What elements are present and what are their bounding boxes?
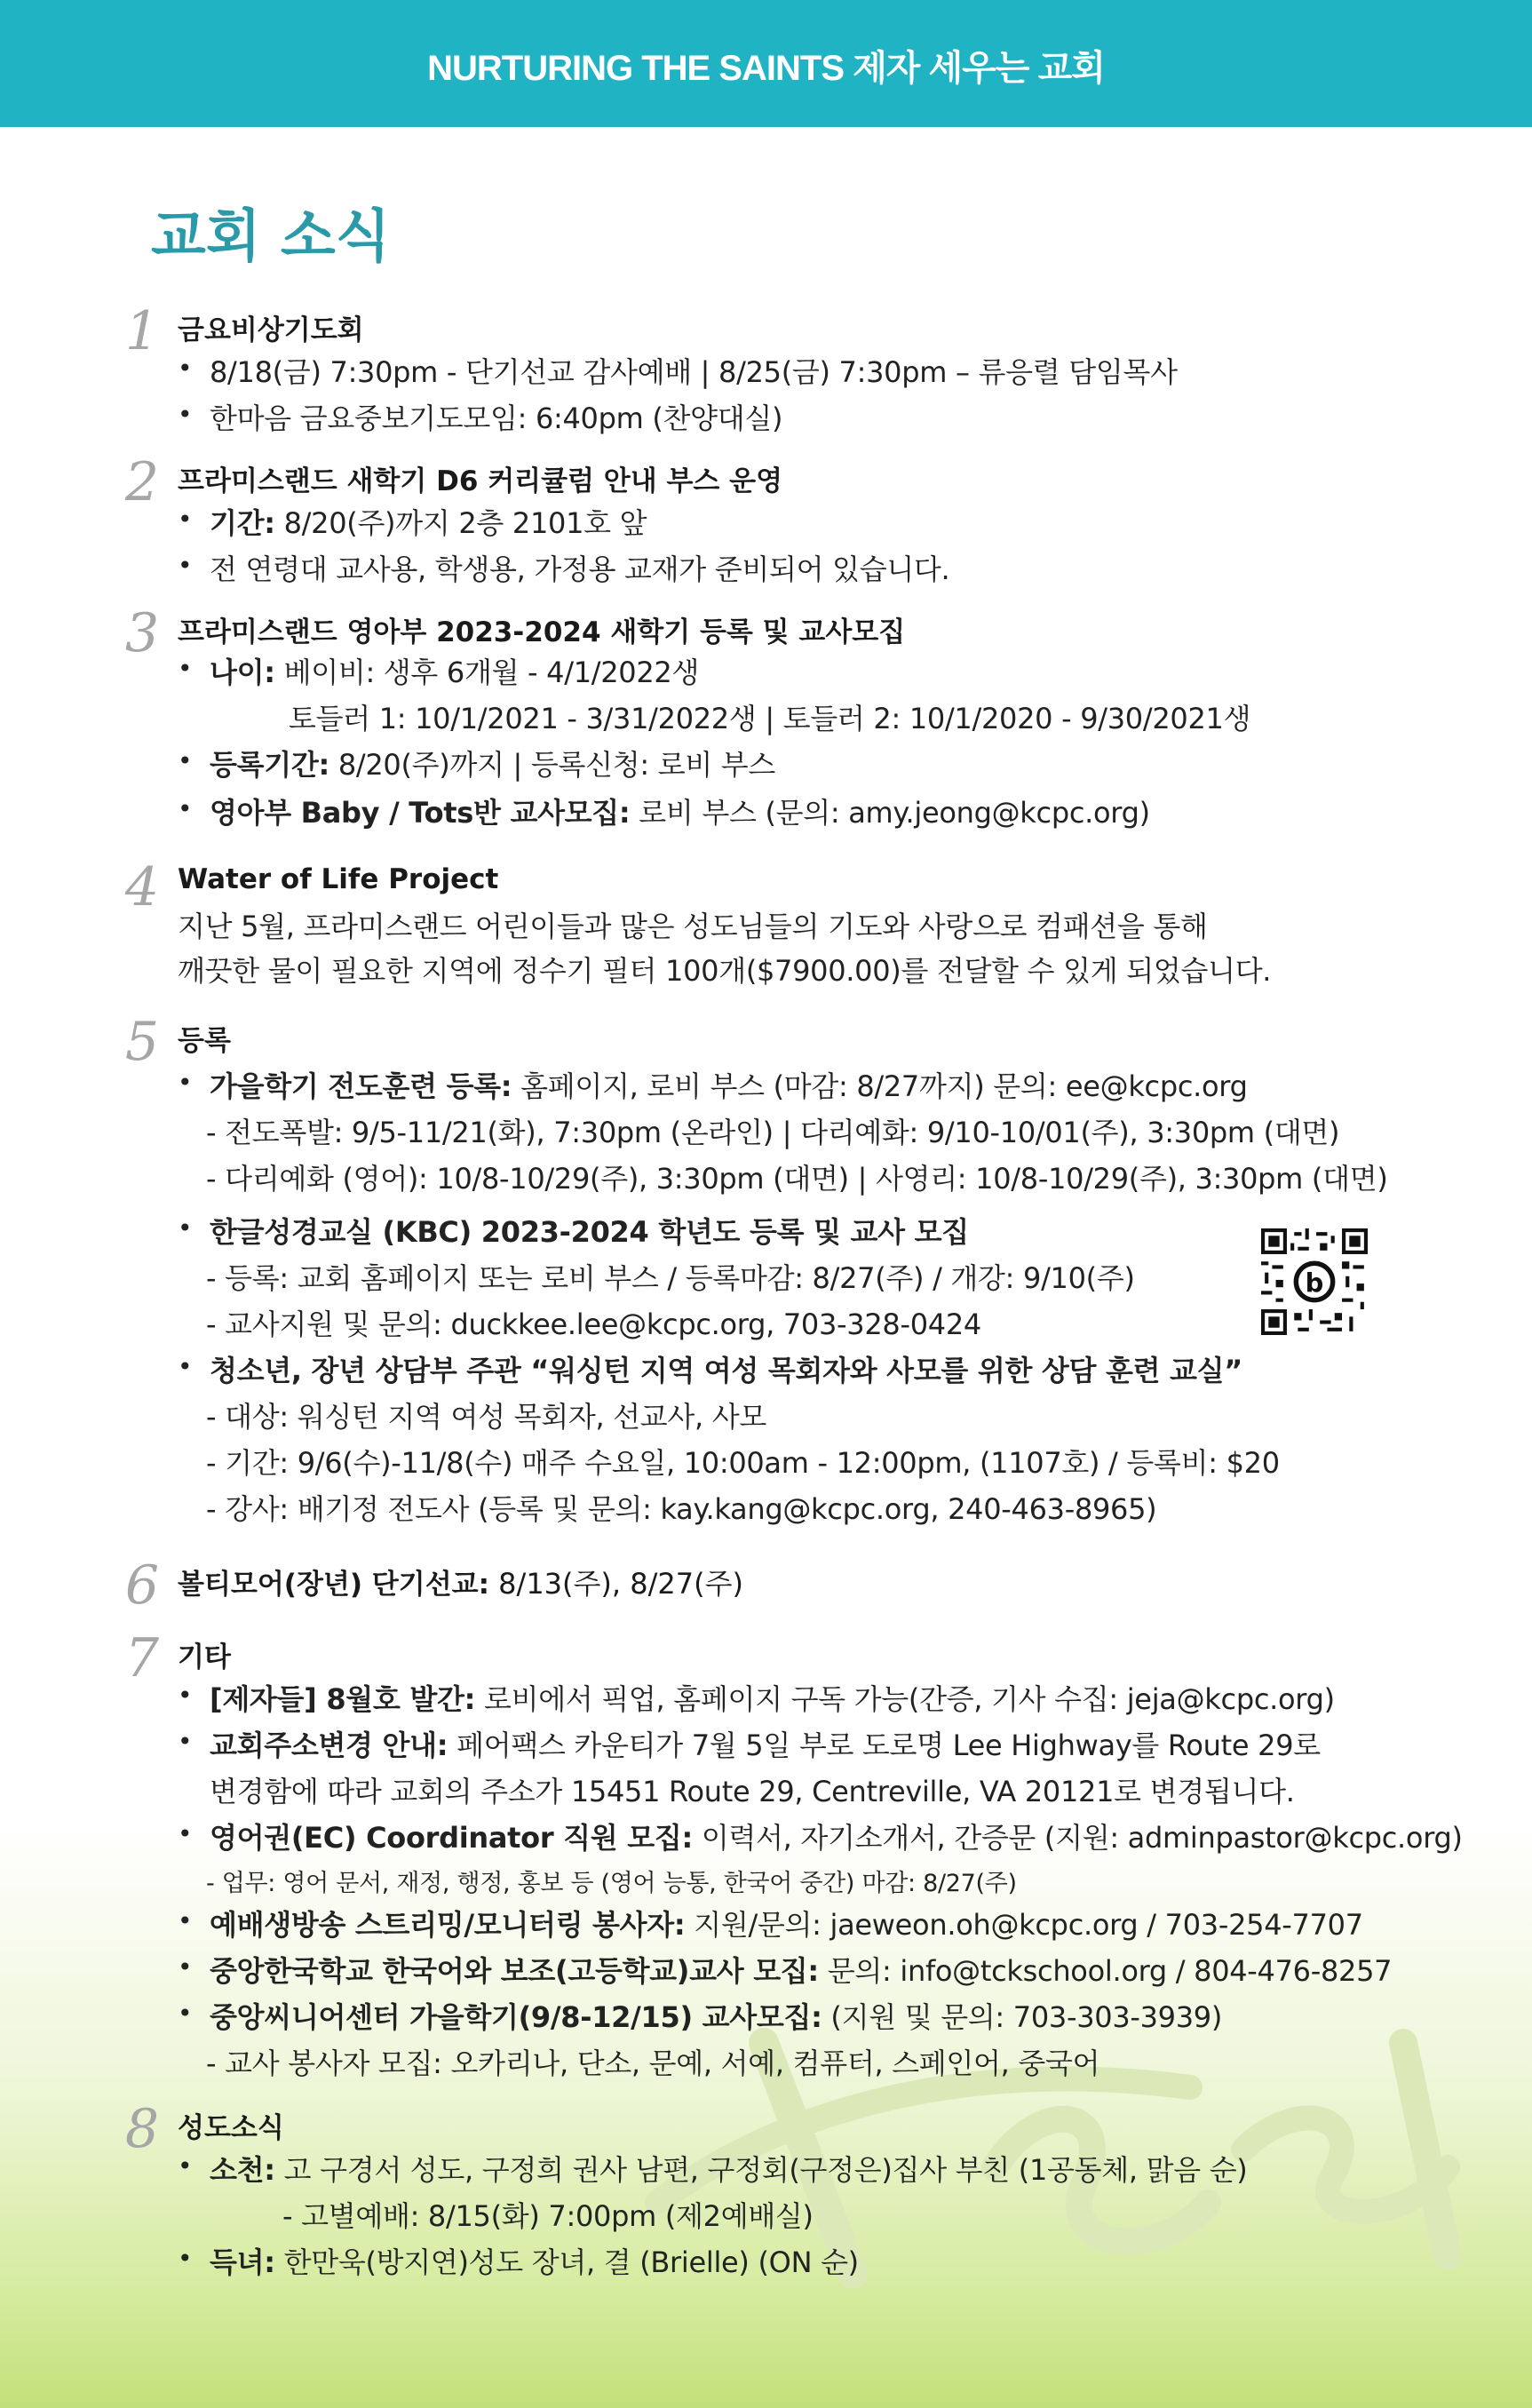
item-text: 페어팩스 카운티가 7월 5일 부로 도로명 Lee Highway를 Route 29로 bbox=[448, 1729, 1321, 1762]
item-label: 중앙한국학교 한국어와 보조(고등학교)교사 모집: bbox=[210, 1954, 819, 1988]
bullet-icon: • bbox=[178, 746, 193, 775]
sub-item: - 대상: 워싱턴 지역 여성 목회자, 선교사, 사모 bbox=[206, 1400, 766, 1434]
item-label: [제자들] 8월호 발간: bbox=[210, 1682, 476, 1716]
section-number: 2 bbox=[124, 451, 160, 513]
list-item: 8/18(금) 7:30pm - 단기선교 감사예배 | 8/25(금) 7:30pm – 류응렬 담임목사 bbox=[210, 355, 1178, 389]
item-text: 8/20(주)까지 | 등록신청: 로비 부스 bbox=[329, 748, 776, 782]
item-text: 로비 부스 (문의: amy.jeong@kcpc.org) bbox=[630, 796, 1150, 830]
section-title: 볼티모어(장년) 단기선교: 8/13(주), 8/27(주) bbox=[178, 1567, 743, 1601]
item-label: 청소년, 장년 상담부 주관 “워싱턴 지역 여성 목회자와 사모를 위한 상담 훈련 교실” bbox=[210, 1354, 1242, 1387]
section-number: 3 bbox=[124, 602, 160, 664]
bullet-icon: • bbox=[178, 354, 193, 383]
list-item bbox=[210, 501, 647, 542]
list-item bbox=[210, 650, 699, 691]
bullet-icon: • bbox=[178, 1352, 193, 1381]
section-number: 1 bbox=[124, 300, 160, 362]
item-label: 기간: bbox=[210, 506, 275, 540]
item-label: 한글성경교실 (KBC) 2023-2024 학년도 등록 및 교사 모집 bbox=[210, 1215, 969, 1249]
bullet-icon: • bbox=[178, 1999, 193, 2028]
item-label: 등록기간: bbox=[210, 748, 329, 782]
item-label: 득녀: bbox=[210, 2245, 275, 2279]
sub-item: - 업무: 영어 문서, 재정, 행정, 홍보 등 (영어 능통, 한국어 중간) 마감: 8/27(주) bbox=[206, 1870, 1017, 1897]
item-label: 영어권(EC) Coordinator 직원 모집: bbox=[210, 1821, 693, 1855]
paragraph-line: 지난 5월, 프라미스랜드 어린이들과 많은 성도님들의 기도와 사랑으로 컴패션을 통해 bbox=[178, 910, 1208, 943]
section-title: 기타 bbox=[178, 1641, 231, 1673]
item-text: (지원 및 문의: 703-303-3939) bbox=[822, 2000, 1223, 2034]
section-title: 프라미스랜드 영아부 2023-2024 새학기 등록 및 교사모집 bbox=[178, 616, 906, 648]
sub-item: - 강사: 배기정 전도사 (등록 및 문의: kay.kang@kcpc.org, 240-463-8965) bbox=[206, 1492, 1157, 1526]
item-label: 교회주소변경 안내: bbox=[210, 1729, 448, 1762]
bullet-icon: • bbox=[178, 1906, 193, 1935]
svg-text:b: b bbox=[1305, 1268, 1324, 1299]
section-title: 금요비상기도회 bbox=[178, 314, 364, 346]
sub-item: - 다리예화 (영어): 10/8-10/29(주), 3:30pm (대면) | 사영리: 10/8-10/29(주), 3:30pm (대면) bbox=[206, 1162, 1388, 1196]
bullet-icon: • bbox=[178, 794, 193, 823]
section-title: 성도소식 bbox=[178, 2112, 284, 2144]
bullet-icon: • bbox=[178, 1213, 193, 1243]
section-number: 4 bbox=[124, 856, 160, 918]
list-item bbox=[210, 1995, 1222, 2036]
item-label: 중앙씨니어센터 가을학기(9/8-12/15) 교사모집: bbox=[210, 2000, 822, 2034]
item-text: 한만욱(방지연)성도 장녀, 결 (Brielle) (ON 순) bbox=[274, 2245, 859, 2279]
list-item bbox=[210, 1816, 1463, 1856]
bullet-icon: • bbox=[178, 505, 193, 534]
list-item bbox=[210, 1210, 969, 1251]
item-text: 이력서, 자기소개서, 간증문 (지원: adminpastor@kcpc.org) bbox=[692, 1821, 1463, 1855]
section-title: Water of Life Project bbox=[178, 863, 499, 895]
section-title: 프라미스랜드 새학기 D6 커리큘럼 안내 부스 운영 bbox=[178, 465, 783, 497]
bullet-icon: • bbox=[178, 1068, 193, 1097]
list-item bbox=[210, 1949, 1392, 1990]
list-item: 한마음 금요중보기도모임: 6:40pm (찬양대실) bbox=[210, 401, 783, 435]
section-number: 5 bbox=[124, 1011, 160, 1073]
qr-code[interactable] bbox=[1261, 1228, 1368, 1335]
item-text: 8/20(주)까지 2층 2101호 앞 bbox=[274, 506, 647, 540]
list-item bbox=[210, 1064, 1248, 1105]
list-item bbox=[210, 2148, 1248, 2189]
item-text: 홈페이지, 로비 부스 (마감: 8/27까지) 문의: ee@kcpc.org bbox=[512, 1069, 1248, 1103]
bullet-icon: • bbox=[178, 1727, 193, 1756]
section-number: 7 bbox=[124, 1627, 160, 1689]
item-text: 지원/문의: jaeweon.oh@kcpc.org / 703-254-7707 bbox=[685, 1908, 1363, 1942]
item-label: 소천: bbox=[210, 2153, 275, 2187]
bullet-icon: • bbox=[178, 1819, 193, 1848]
item-label: 가을학기 전도훈련 등록: bbox=[210, 1069, 512, 1103]
header-banner: NURTURING THE SAINTS 제자 세우는 교회 bbox=[0, 0, 1532, 127]
bullet-icon: • bbox=[178, 2151, 193, 2181]
bullet-icon: • bbox=[178, 2244, 193, 2273]
item-text: 로비에서 픽업, 홈페이지 구독 가능(간증, 기사 수집: jeja@kcpc.org) bbox=[475, 1682, 1335, 1716]
bullet-icon: • bbox=[178, 1681, 193, 1710]
page-title: 교회 소식 bbox=[151, 204, 391, 270]
item-text: 베이비: 생후 6개월 - 4/1/2022생 bbox=[274, 656, 700, 689]
list-item-continuation: 변경함에 따라 교회의 주소가 15451 Route 29, Centreville, VA 20121로 변경됩니다. bbox=[210, 1775, 1295, 1808]
item-label: 나이: bbox=[210, 656, 275, 689]
list-item bbox=[210, 743, 775, 783]
list-item bbox=[210, 1348, 1242, 1389]
item-text: 문의: info@tckschool.org / 804-476-8257 bbox=[818, 1954, 1393, 1988]
paragraph-line: 깨끗한 물이 필요한 지역에 정수기 필터 100개($7900.00)를 전달할 수 있게 되었습니다. bbox=[178, 954, 1272, 988]
list-item bbox=[210, 2240, 859, 2281]
list-item: 전 연령대 교사용, 학생용, 가정용 교재가 준비되어 있습니다. bbox=[210, 552, 950, 586]
list-item bbox=[210, 1677, 1335, 1718]
item-label: 영아부 Baby / Tots반 교사모집: bbox=[210, 796, 631, 830]
item-text: 고 구경서 성도, 구정희 권사 남편, 구정회(구정은)집사 부친 (1공동체, 맑음 순) bbox=[274, 2153, 1248, 2187]
item-label: 예배생방송 스트리밍/모니터링 봉사자: bbox=[210, 1908, 686, 1942]
section-title: 등록 bbox=[178, 1025, 231, 1057]
sub-item: - 교사지원 및 문의: duckkee.lee@kcpc.org, 703-328-0424 bbox=[206, 1307, 981, 1341]
list-item bbox=[210, 1723, 1321, 1764]
sub-item: - 등록: 교회 홈페이지 또는 로비 부스 / 등록마감: 8/27(주) / 개강: 9/10(주) bbox=[206, 1261, 1135, 1295]
section-number: 6 bbox=[124, 1554, 160, 1617]
bullet-icon: • bbox=[178, 654, 193, 683]
list-item: 토들러 1: 10/1/2021 - 3/31/2022생 | 토들러 2: 10/1/2020 - 9/30/2021생 bbox=[289, 702, 1251, 735]
bullet-icon: • bbox=[178, 400, 193, 429]
sub-item: - 고별예배: 8/15(화) 7:00pm (제2예배실) bbox=[282, 2199, 814, 2233]
sub-item: - 교사 봉사자 모집: 오카리나, 단소, 문예, 서예, 컴퓨터, 스페인어, 중국어 bbox=[206, 2046, 1100, 2080]
section-number: 8 bbox=[124, 2098, 160, 2160]
list-item bbox=[210, 791, 1150, 831]
bullet-icon: • bbox=[178, 1952, 193, 1982]
sub-item: - 전도폭발: 9/5-11/21(화), 7:30pm (온라인) | 다리예화: 9/10-10/01(주), 3:30pm (대면) bbox=[206, 1116, 1340, 1149]
list-item bbox=[210, 1903, 1363, 1943]
bullet-icon: • bbox=[178, 551, 193, 580]
sub-item: - 기간: 9/6(수)-11/8(수) 매주 수요일, 10:00am - 12:00pm, (1107호) / 등록비: $20 bbox=[206, 1446, 1280, 1480]
